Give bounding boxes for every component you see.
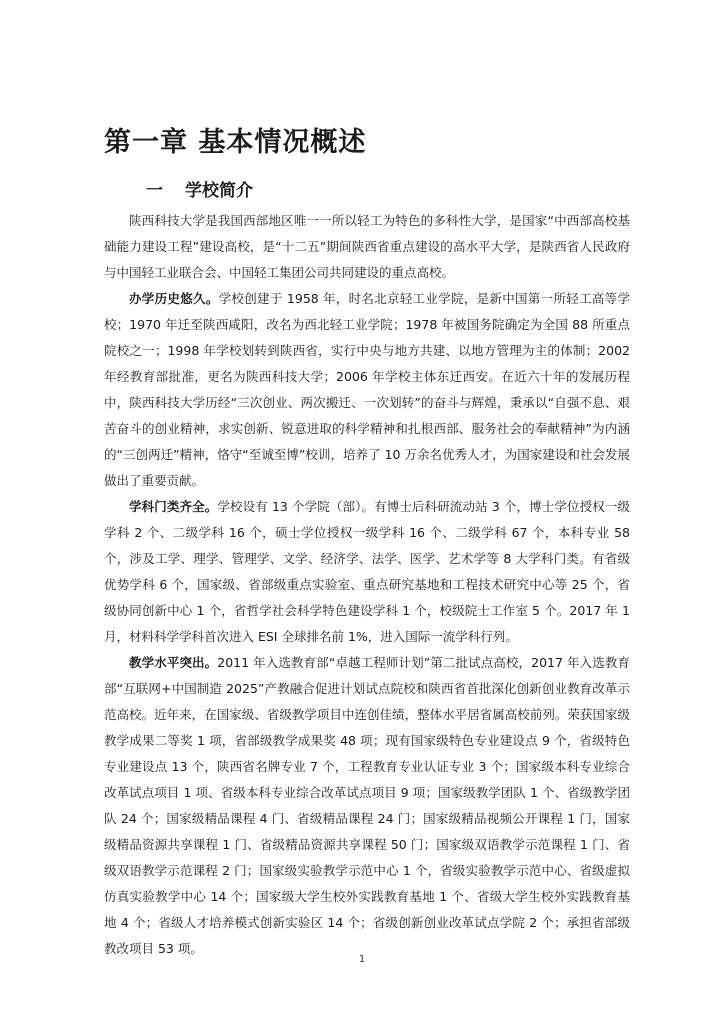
page-number: 1 (358, 954, 366, 965)
paragraph-lead: 学科门类齐全。 (129, 499, 218, 514)
section-number: 一 (146, 181, 163, 201)
paragraph-teaching (104, 650, 630, 962)
paragraph-text: 学校设有 13 个学院（部）。有博士后科研流动站 3 个，博士学位授权一级学科 2 个、二级学科 16 个，硕士学位授权一级学科 16 个、二级学科 67 个，本科专业 58 个，涉及工学、理学、管理学、文学、经济学、法学、医学、艺术学等 8 大学科门类。有省级优势学科 6 个，国家级、省部级重点实验室、重点研究基地和工程技术研究中心等 25 个，省级协同创新中心 1 个，省哲学社会科学特色建设学科 1 个，校级院士工作室 5 个。2017 年 1 月，材料科学学科首次进入 ESI 全球排名前 1%，进入国际一流学科行列。 (104, 499, 630, 644)
paragraph-disciplines (104, 494, 630, 650)
paragraph-lead: 办学历史悠久。 (129, 291, 219, 306)
chapter-title: 第一章 基本情况概述 (104, 127, 367, 158)
paragraph-text: 学校创建于 1958 年，时名北京轻工业学院，是新中国第一所轻工高等学校；1970 年迁至陕西咸阳，改名为西北轻工业学院；1978 年被国务院确定为全国 88 所重点院校之一；1998 年学校划转到陕西省，实行中央与地方共建、以地方管理为主的体制；2002 年经教育部批准，更名为陕西科技大学；2006 年学校主体东迁西安。在近六十年的发展历程中，陕西科技大学历经“三次创业、两次搬迁、一次划转”的奋斗与辉煌，秉承以“自强不息、艰苦奋斗的创业精神，求实创新、锐意进取的科学精神和扎根西部、服务社会的奉献精神”为内涵的“三创两迁”精神，恪守“至诚至博”校训，培养了 10 万余名优秀人才，为国家建设和社会发展做出了重要贡献。 (104, 291, 630, 488)
paragraph-history (104, 286, 630, 494)
section-title: 学校简介 (185, 181, 253, 201)
paragraph-lead: 教学水平突出。 (129, 655, 218, 670)
section-heading (146, 176, 253, 201)
body-text (104, 208, 630, 962)
paragraph-intro (104, 208, 630, 286)
paragraph-text: 2011 年入选教育部“卓越工程师计划”第二批试点高校，2017 年入选教育部“互联网+中国制造 2025”产教融合促进计划试点院校和陕西省首批深化创新创业教育改革示范高校。近年来，在国家级、省级教学项目中连创佳绩，整体水平居省属高校前列。荣获国家级教学成果二等奖 1 项，省部级教学成果奖 48 项；现有国家级特色专业建设点 9 个，省级特色专业建设点 13 个，陕西省名牌专业 7 个，工程教育专业认证专业 3 个；国家级本科专业综合改革试点项目 1 项、省级本科专业综合改革试点项目 9 项；国家级教学团队 1 个、省级教学团队 24 个；国家级精品课程 4 门、省级精品课程 24 门；国家级精品视频公开课程 1 门，国家级精品资源共享课程 1 门、省级精品资源共享课程 50 门；国家级双语教学示范课程 1 门、省级双语教学示范课程 2 门；国家级实验教学示范中心 1 个，省级实验教学示范中心、省级虚拟仿真实验教学中心 14 个；国家级大学生校外实践教育基地 1 个、省级大学生校外实践教育基地 4 个；省级人才培养模式创新实验区 14 个；省级创新创业改革试点学院 2 个；承担省部级教改项目 53 项。 (104, 655, 630, 956)
paragraph-text: 陕西科技大学是我国西部地区唯一一所以轻工为特色的多科性大学，是国家“中西部高校基础能力建设工程”建设高校，是“十二五”期间陕西省重点建设的高水平大学，是陕西省人民政府与中国轻工业联合会、中国轻工集团公司共同建设的重点高校。 (104, 213, 630, 280)
